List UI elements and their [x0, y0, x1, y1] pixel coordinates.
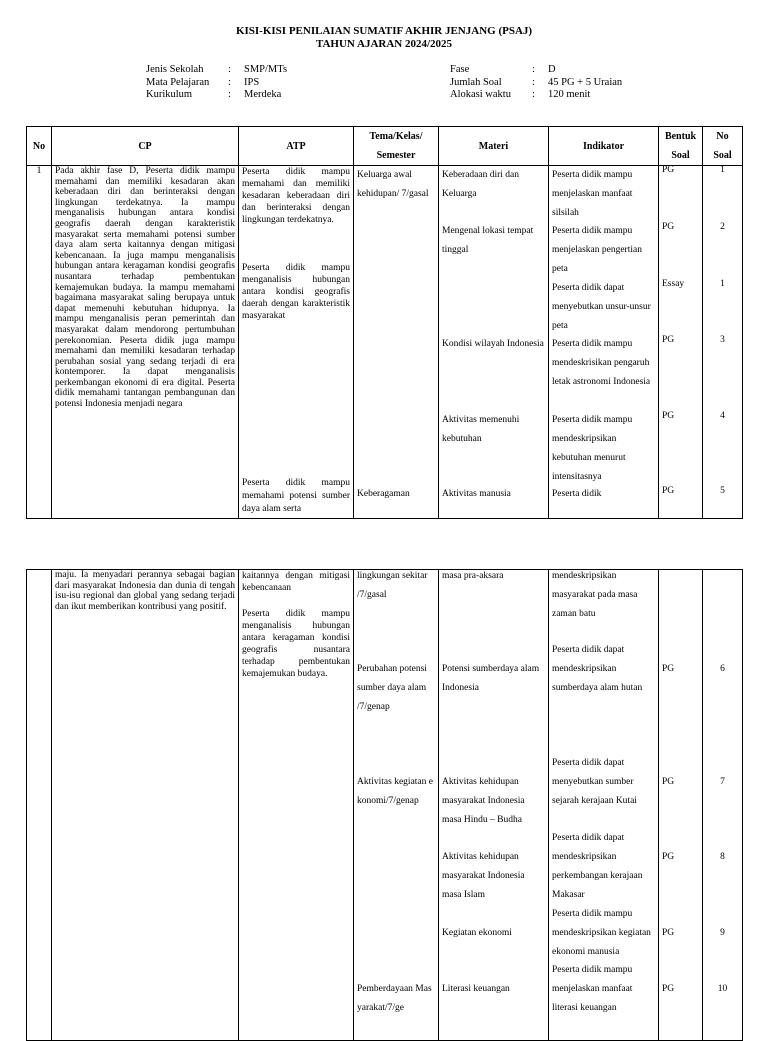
nomor-soal: 6	[720, 664, 725, 674]
nomor-soal: 2	[720, 222, 725, 232]
indikator-text: Peserta didik mampu menjelaskan pengertian peta	[552, 226, 642, 274]
materi-text: Kondisi wilayah Indonesia	[442, 339, 544, 349]
meta-value: D	[548, 64, 556, 75]
meta-value: 45 PG + 5 Uraian	[548, 76, 623, 88]
atp-text: Peserta didik mampu memahami potensi sumber daya alam serta	[242, 478, 350, 514]
meta-left: Jenis Sekolah : SMP/MTs Mata Pelajaran : IPS Kurikulum : Merdeka	[146, 64, 288, 100]
nomor-soal: 1	[720, 165, 725, 175]
bentuk-soal: PG	[662, 486, 675, 496]
materi-text: Potensi sumberdaya alam Indonesia	[442, 664, 540, 693]
materi-text: Kegiatan ekonomi	[442, 928, 512, 938]
table-row	[27, 570, 743, 1041]
materi-text: Aktivitas kehidupan masyarakat Indonesia masa Islam	[442, 852, 525, 900]
indikator-text: Peserta didik dapat mendeskripsikan sumberdaya alam hutan	[552, 645, 643, 693]
tema-text: Keluarga awal kehidupan/ 7/gasal	[357, 170, 429, 199]
indikator-text: Peserta didik dapat menyebutkan sumber sejarah kerajaan Kutai	[552, 758, 637, 806]
atp-text: Peserta didik mampu menganalisis hubungan antara keragaman kondisi geografis nusantara terhadap pembentukan kemajemukan budaya.	[242, 609, 350, 679]
bentuk-soal: PG	[662, 852, 675, 862]
indikator-text: mendeskripsikan masyarakat pada masa zaman batu	[552, 571, 638, 619]
atp-text: Peserta didik mampu memahami dan memiliki kesadaran keberadaan diri dan berinteraksi dengan lingkungan terdekatnya.	[242, 167, 350, 225]
tema-text: Keberagaman	[357, 489, 410, 499]
indikator-text: Peserta didik mampu mendeskripsikan kebutuhan menurut intensitasnya	[552, 415, 633, 482]
indikator-text: Peserta didik dapat mendeskripsikan perkembangan kerajaan Makasar	[552, 833, 643, 900]
nomor-soal: 10	[717, 984, 728, 994]
bentuk-soal: PG	[662, 335, 675, 345]
bentuk-soal: PG	[662, 928, 675, 938]
meta-value: 120 menit	[548, 89, 591, 100]
nomor-soal: 7	[720, 777, 725, 787]
tema-text: Aktivitas kegiatan ekonomi/7/genap	[357, 777, 433, 806]
indikator-text: Peserta didik	[552, 489, 602, 499]
materi-text: Aktivitas manusia	[442, 489, 511, 499]
materi-text: Aktivitas kehidupan masyarakat Indonesia masa Hindu – Budha	[442, 777, 525, 825]
materi-text: Mengenal lokasi tempat tinggal	[442, 226, 534, 255]
header-nosoal: No Soal	[703, 127, 743, 166]
bentuk-soal: PG	[662, 984, 675, 994]
materi-text: Keberadaan diri dan Keluarga	[442, 170, 520, 199]
tema-text: Pemberdayaan Masyarakat/7/ge	[357, 984, 432, 1013]
tema-text: Perubahan potensi sumber daya alam /7/genap	[357, 664, 427, 712]
header-bentuk: Bentuk Soal	[659, 127, 703, 166]
materi-text: Literasi keuangan	[442, 984, 510, 994]
meta-value: SMP/MTs	[244, 64, 288, 75]
nomor-soal: 4	[720, 411, 725, 421]
doc-subtitle: TAHUN AJARAN 2024/2025	[315, 38, 453, 50]
cp-text: Pada akhir fase D, Peserta didik mampu memahami dan memiliki kesadaran akan keberadaan diri dan berinteraksi dengan lingkungan terdekatnya. Ia mampu menganalisis hubungan antara kondisi geografis daerah dengan karakteristik masyarakat serta memahami potensi sumber daya alam serta kaitannya dengan mitigasi kebencanaan. Ia juga mampu menganalisis hubungan antara keragaman kondisi geografis nusantara terhadap pembentukan kemajemukan budaya. Ia mampu memahami bagaimana masyarakat saling berupaya untuk dapat memenuhi kebutuhan hidupnya. Ia mampu menganalisis peran pemerintah dan masyarakat dalam mendorong pertumbuhan perekonomian. Peserta didik juga mampu memahami dan memiliki kesadaran terhadap perubahan sosial yang sedang terjadi di era kontemporer. Ia dapat menganalisis perkembangan ekonomi di era digital. Peserta didik memahami tantangan pembangunan dan potensi Indonesia menjadi negara	[52, 166, 239, 519]
indikator-text: Peserta didik mampu menjelaskan manfaat literasi keuangan	[552, 965, 633, 1013]
indikator-text: Peserta didik mampu mendeskrisikan pengaruh letak astronomi Indonesia	[552, 339, 651, 387]
header-row	[27, 127, 743, 166]
row-number: 1	[27, 166, 52, 519]
bentuk-soal: Essay	[662, 279, 685, 289]
table-row	[27, 166, 743, 519]
meta-value: IPS	[244, 76, 260, 88]
meta-right: Fase : D Jumlah Soal : 45 PG + 5 Uraian Alokasi waktu : 120 menit	[450, 64, 623, 100]
header-materi: Materi	[439, 127, 549, 166]
header-tema: Tema/Kelas/ Semester	[354, 127, 439, 166]
header-no: No	[27, 127, 52, 166]
header-indikator: Indikator	[549, 127, 659, 166]
header-cp: CP	[52, 127, 239, 166]
tema-text: lingkungan sekitar /7/gasal	[357, 571, 428, 600]
materi-text: Aktivitas memenuhi kebutuhan	[442, 415, 520, 444]
atp-text: Peserta didik mampu menganalisis hubungan antara kondisi geografis daerah dengan karakteristik masyarakat	[242, 263, 350, 321]
kisi-table-page1	[26, 126, 743, 519]
nomor-soal: 5	[720, 486, 725, 496]
bentuk-soal: PG	[662, 222, 675, 232]
bentuk-soal: PG	[662, 777, 675, 787]
nomor-soal: 3	[720, 335, 725, 345]
bentuk-soal: PG	[662, 165, 675, 175]
nomor-soal: 8	[720, 852, 725, 862]
doc-title: KISI-KISI PENILAIAN SUMATIF AKHIR JENJANG (PSAJ)	[235, 25, 533, 37]
kisi-table-page2	[26, 569, 743, 1041]
meta-value: Merdeka	[244, 89, 282, 100]
bentuk-soal: PG	[662, 411, 675, 421]
indikator-text: Peserta didik mampu menjelaskan manfaat silsilah	[552, 170, 633, 218]
header-atp: ATP	[239, 127, 354, 166]
nomor-soal: 1	[720, 279, 725, 289]
atp-text: kaitannya dengan mitigasi kebencanaan	[242, 571, 350, 593]
cp-text: maju. Ia menyadari perannya sebagai bagian dari masyarakat Indonesia dan dunia di tengah isu-isu regional dan global yang sedang terjadi dan ikut memberikan kontribusi yang positif.	[52, 570, 239, 1041]
indikator-text: Peserta didik dapat menyebutkan unsur-unsur peta	[552, 283, 651, 331]
indikator-text: Peserta didik mampu mendeskripsikan kegiatan ekonomi manusia	[552, 909, 651, 957]
bentuk-soal: PG	[662, 664, 675, 674]
materi-text: masa pra-aksara	[442, 571, 504, 581]
nomor-soal: 9	[720, 928, 725, 938]
